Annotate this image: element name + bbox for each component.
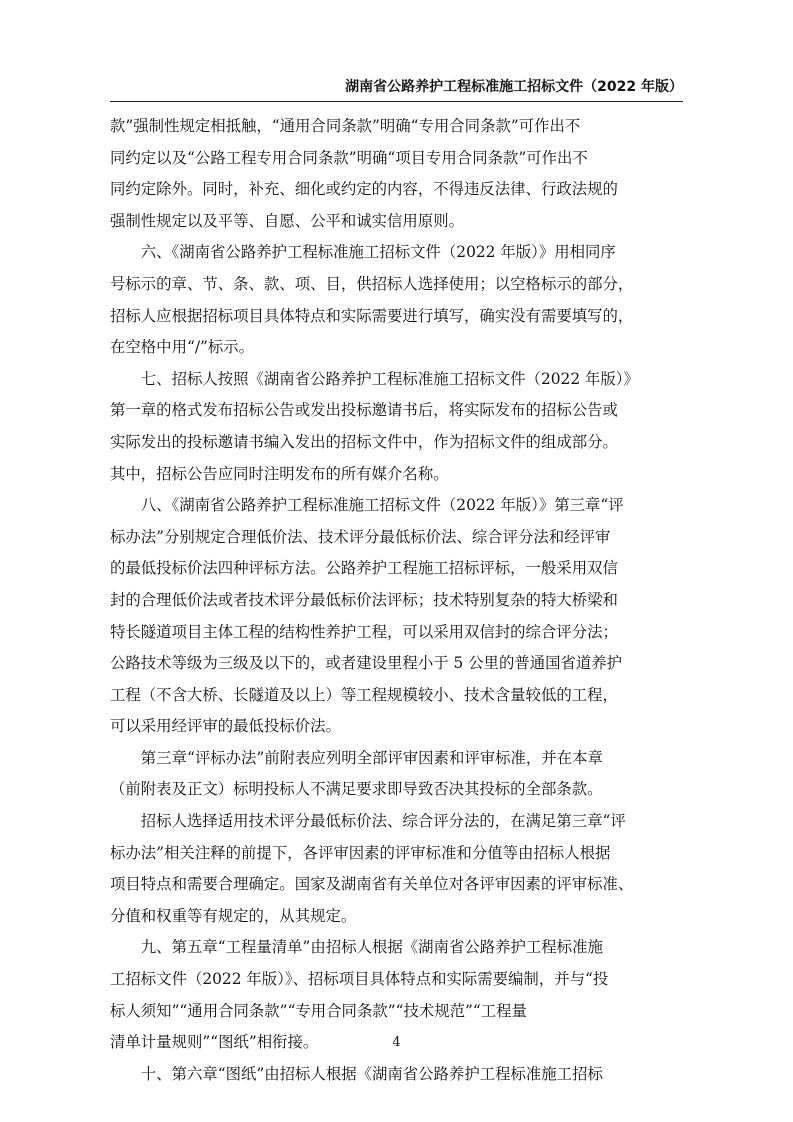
running-header: 湖南省公路养护工程标准施工招标文件（2022 年版） [345, 79, 683, 95]
text-line: 招标人应根据招标项目具体特点和实际需要进行填写，确实没有需要填写的， [110, 306, 634, 325]
text-line: 六、《湖南省公路养护工程标准施工招标文件（2022 年版）》用相同序 [110, 243, 616, 262]
text-line: 在空格中用“/”标示。 [110, 338, 255, 357]
header-rule [110, 101, 683, 102]
text-line: 第三章“评标办法”前附表应列明全部评审因素和评审标准，并在本章 [110, 748, 603, 767]
text-line: 特长隧道项目主体工程的结构性养护工程，可以采用双信封的综合评分法； [110, 622, 618, 641]
text-line: 项目特点和需要合理确定。国家及湖南省有关单位对各评审因素的评审标准、 [110, 875, 634, 894]
text-line: 封的合理低价法或者技术评分最低标价法评标；技术特别复杂的特大桥梁和 [110, 590, 618, 609]
text-line: 同约定除外。同时，补充、细化或约定的内容，不得违反法律、行政法规的 [110, 180, 618, 199]
text-line: 工程（不含大桥、长隧道及以上）等工程规模较小、技术含量较低的工程， [110, 685, 618, 704]
text-line: 第一章的格式发布招标公告或发出投标邀请书后，将实际发布的招标公告或 [110, 401, 618, 420]
text-line: 标人须知”“通用合同条款”“专用合同条款”“技术规范”“工程量 [110, 1001, 527, 1020]
text-line: 的最低投标价法四种评标方法。公路养护工程施工招标评标，一般采用双信 [110, 559, 618, 578]
text-line: 清单计量规则”“图纸”相衔接。 [110, 1033, 319, 1052]
text-line: 公路技术等级为三级及以下的，或者建设里程小于 5 公里的普通国省道养护 [110, 654, 623, 673]
text-line: 可以采用经评审的最低投标价法。 [110, 717, 341, 736]
text-line: 号标示的章、节、条、款、项、目，供招标人选择使用；以空格标示的部分， [110, 274, 634, 293]
text-line: 八、《湖南省公路养护工程标准施工招标文件（2022 年版）》第三章“评 [110, 496, 624, 515]
text-line: 招标人选择适用技术评分最低标价法、综合评分法的，在满足第三章“评 [110, 812, 626, 831]
text-line: 标办法”分别规定合理低价法、技术评分最低标价法、综合评分法和经评审 [110, 527, 611, 546]
text-line: 十、第六章“图纸”由招标人根据《湖南省公路养护工程标准施工招标 [110, 1064, 603, 1083]
text-line: 实际发出的投标邀请书编入发出的招标文件中，作为招标文件的组成部分。 [110, 432, 618, 451]
text-line: 强制性规定以及平等、自愿、公平和诚实信用原则。 [110, 211, 464, 230]
page-number: 4 [392, 1035, 401, 1050]
text-line: 工招标文件（2022 年版）》、招标项目具体特点和实际需要编制，并与“投 [110, 970, 609, 989]
text-line: 七、招标人按照《湖南省公路养护工程标准施工招标文件（2022 年版）》 [110, 369, 639, 388]
text-line: 同约定以及“公路工程专用合同条款”明确“项目专用合同条款”可作出不 [110, 148, 588, 167]
text-line: 标办法”相关注释的前提下，各评审因素的评审标准和分值等由招标人根据 [110, 843, 611, 862]
text-line: 其中，招标公告应同时注明发布的所有媒介名称。 [110, 464, 449, 483]
text-line: （前附表及正文）标明投标人不满足要求即导致否决其投标的全部条款。 [110, 780, 603, 799]
text-line: 款”强制性规定相抵触，“通用合同条款”明确“专用合同条款”可作出不 [110, 117, 581, 135]
text-line: 九、第五章“工程量清单”由招标人根据《湖南省公路养护工程标准施 [110, 938, 603, 957]
document-body [110, 111, 683, 1090]
text-line: 分值和权重等有规定的，从其规定。 [110, 906, 357, 925]
